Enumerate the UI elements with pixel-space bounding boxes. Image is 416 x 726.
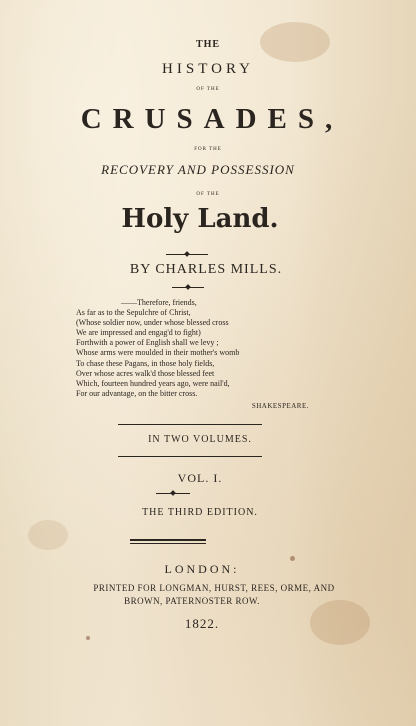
title-holy-land: Holy Land. [121,204,279,234]
divider-rule [118,424,262,425]
imprint-printer: PRINTED FOR LONGMAN, HURST, REES, ORME, AND [93,583,335,593]
title-the: THE [195,39,221,50]
epigraph-line: (Whose soldier now, under whose blessed cross [76,318,229,328]
ink-speck [86,636,90,640]
epigraph-line: For our advantage, on the bitter cross. [76,388,198,398]
divider-rule [118,456,262,457]
imprint-year: 1822. [184,616,220,631]
imprint-address: BROWN, PATERNOSTER ROW. [124,596,260,606]
double-rule [130,539,206,541]
epigraph-line: As far as to the Sepulchre of Christ, [76,308,191,318]
title-for-the: FOR THE [194,147,222,152]
epigraph-attribution: SHAKESPEARE. [251,401,309,410]
edition-line: THE THIRD EDITION. [142,507,258,518]
epigraph-line: ——Therefore, friends, [121,298,197,307]
ornament-divider [172,287,204,288]
ornament-divider [156,493,190,494]
title-history: HISTORY [162,61,254,77]
epigraph-line: Which, fourteen hundred years ago, were nail'd, [76,378,230,388]
epigraph-line: Forthwith a power of English shall we levy ; [76,338,219,348]
title-recovery: RECOVERY AND POSSESSION [101,162,295,177]
ornament-divider [166,254,208,255]
title-of-the-2: OF THE [196,192,220,197]
epigraph-line: Over whose acres walk'd those blessed feet [76,368,215,378]
epigraph-line: To chase these Pagans, in those holy fields, [76,358,215,368]
epigraph-line: We are impressed and engag'd to fight) [76,328,201,338]
title-crusades: CRUSADES, [80,103,344,135]
title-of-the: OF THE [196,87,220,92]
epigraph [76,298,309,411]
imprint-city: LONDON: [164,562,240,576]
volume-number: VOL. I. [177,471,223,485]
foxing-stain [28,520,68,550]
volumes-line: IN TWO VOLUMES. [148,434,252,445]
author-line: BY CHARLES MILLS. [129,262,283,277]
double-rule [130,543,206,544]
epigraph-line: Whose arms were moulded in their mother's womb [76,348,240,358]
ink-speck [290,556,295,561]
